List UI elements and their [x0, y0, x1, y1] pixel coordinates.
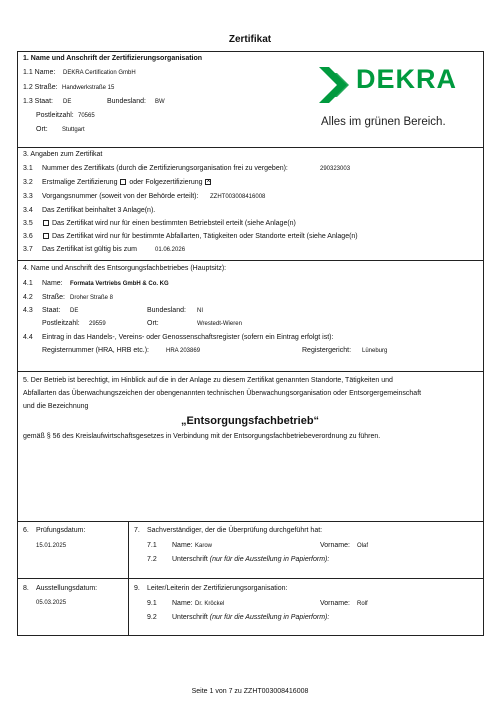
- follow-certification-label: oder Folgezertifizierung: [129, 179, 203, 186]
- org-land-value: BW: [155, 99, 165, 105]
- org-city-value: Stuttgart: [62, 127, 85, 133]
- cert-row-3-6-num: 3.6: [23, 233, 33, 240]
- director-signature-label: Unterschrift: [172, 614, 208, 621]
- section5-line4: gemäß § 56 des Kreislaufwirtschaftsgesetzes in Verbindung mit der Entsorgungsfachbetriebeverordnung zu führen.: [23, 433, 381, 440]
- page-footer: Seite 1 von 7 zu ZZHT003008416008: [191, 688, 309, 695]
- exam-date-label: Prüfungsdatum:: [36, 527, 86, 534]
- company-zip-value: 29559: [89, 321, 106, 327]
- cert-number-label: Nummer des Zertifikats (durch die Zertifizierungsorganisation frei zu vergeben):: [42, 165, 288, 172]
- follow-certification-checkbox: [205, 179, 211, 185]
- expert-row-7-2-num: 7.2: [147, 556, 157, 563]
- section8-label: 8.: [23, 585, 29, 592]
- expert-heading: Sachverständiger, der die Überprüfung durchgeführt hat:: [147, 527, 323, 534]
- divider-sec5: [17, 371, 484, 372]
- company-row-4-3-num: 4.3: [23, 307, 33, 314]
- section5-line2: Abfallarten das Überwachungszeichen der obengenannten technischen Überwachungsorganisation oder Entsorgergemeinschaft: [23, 390, 422, 397]
- director-name-label: Name:: [172, 600, 193, 607]
- partial-operation-text: Das Zertifikat wird nur für einen bestimmten Betriebsteil erteilt (siehe Anlage(n): [51, 220, 296, 227]
- divider-sec8: [17, 578, 484, 579]
- expert-name-label: Name:: [172, 542, 193, 549]
- company-row-4-2-num: 4.2: [23, 294, 33, 301]
- section4-heading: 4. Name und Anschrift des Entsorgungsfachbetriebes (Hauptsitz):: [23, 265, 227, 272]
- divider-sec3: [17, 147, 484, 148]
- expert-name-value: Karow: [195, 543, 213, 549]
- attachments-text: Das Zertifikat beinhaltet 3 Anlage(n).: [42, 207, 156, 214]
- director-firstname-label: Vorname:: [320, 600, 350, 607]
- company-street-value: Droher Straße 8: [70, 295, 114, 301]
- first-certification-label: Erstmalige Zertifizierung: [42, 179, 118, 186]
- issue-date-label: Ausstellungsdatum:: [36, 585, 98, 592]
- dekra-slogan: Alles im grünen Bereich.: [321, 116, 446, 128]
- dekra-emblem-icon: [317, 65, 353, 105]
- org-zip-value: 70565: [78, 113, 95, 119]
- document-title: Zertifikat: [228, 34, 272, 45]
- exam-date-value: 15.01.2025: [36, 543, 67, 549]
- org-land-label: Bundesland:: [107, 98, 146, 105]
- section1-heading: 1. Name und Anschrift der Zertifizierungsorganisation: [23, 55, 203, 62]
- dekra-logo: [315, 59, 483, 137]
- company-street-label: Straße:: [42, 294, 65, 301]
- section3-heading: 3. Angaben zum Zertifikat: [23, 151, 103, 158]
- company-name-label: Name:: [42, 280, 63, 287]
- section5-line3: und die Bezeichnung: [23, 403, 89, 410]
- org-name-value: DEKRA Certification GmbH: [63, 70, 136, 76]
- company-city-value: Wrestedt-Wieren: [197, 321, 242, 327]
- company-name-value: Formata Vertriebs GmbH & Co. KG: [70, 281, 169, 287]
- section9-label: 9.: [134, 585, 140, 592]
- divider-sec6: [17, 521, 484, 522]
- company-city-label: Ort:: [147, 320, 159, 327]
- director-heading: Leiter/Leiterin der Zertifizierungsorganisation:: [147, 585, 288, 592]
- section6-label: 6.: [23, 527, 29, 534]
- issue-date-value: 05.03.2025: [36, 600, 67, 606]
- register-court-label: Registergericht:: [302, 347, 352, 354]
- divider-sec4: [17, 260, 484, 261]
- org-state-value: DE: [63, 99, 72, 105]
- procedure-number-value: ZZHT003008416008: [210, 194, 266, 200]
- director-signature-note: (nur für die Ausstellung in Papierform):: [209, 614, 330, 621]
- register-number-label: Registernummer (HRA, HRB etc.):: [42, 347, 149, 354]
- specific-waste-checkbox: [43, 233, 49, 239]
- org-state-label: 1.3 Staat:: [23, 98, 53, 105]
- org-city-label: Ort:: [36, 126, 48, 133]
- cert-row-3-5-num: 3.5: [23, 220, 33, 227]
- section7-label: 7.: [134, 527, 140, 534]
- org-zip-label: Postleitzahl:: [36, 112, 74, 119]
- expert-signature-note: (nur für die Ausstellung in Papierform):: [209, 556, 330, 563]
- cert-row-3-6: [42, 233, 358, 240]
- director-row-9-1-num: 9.1: [147, 600, 157, 607]
- certificate-frame: [17, 51, 484, 636]
- org-street-value: Handwerkstraße 15: [62, 85, 115, 91]
- valid-until-label: Das Zertifikat ist gültig bis zum: [42, 246, 137, 253]
- specific-waste-text: Das Zertifikat wird nur für bestimmte Abfallarten, Tätigkeiten oder Standorte erteilt (siehe Anlage(n): [51, 233, 358, 240]
- cert-row-3-3-num: 3.3: [23, 193, 33, 200]
- cert-row-3-2-num: 3.2: [23, 179, 33, 186]
- entsorgungsfachbetrieb-title: „Entsorgungsfachbetrieb“: [180, 415, 320, 427]
- cert-row-3-7-num: 3.7: [23, 246, 33, 253]
- cert-row-3-5: [42, 220, 296, 227]
- expert-row-7-1-num: 7.1: [147, 542, 157, 549]
- company-land-label: Bundesland:: [147, 307, 186, 314]
- expert-firstname-label: Vorname:: [320, 542, 350, 549]
- procedure-number-label: Vorgangsnummer (soweit von der Behörde erteilt):: [42, 193, 199, 200]
- director-signature-row: [172, 614, 329, 621]
- company-row-4-4-num: 4.4: [23, 334, 33, 341]
- director-firstname-value: Rolf: [357, 601, 368, 607]
- cert-number-value: 290323003: [320, 166, 351, 172]
- director-row-9-2-num: 9.2: [147, 614, 157, 621]
- director-name-value: Dr. Kröckel: [195, 601, 225, 607]
- company-state-value: DE: [70, 308, 79, 314]
- cert-type-row: [42, 179, 212, 186]
- partial-operation-checkbox: [43, 220, 49, 226]
- org-name-label: 1.1 Name:: [23, 69, 56, 76]
- expert-firstname-value: Olaf: [357, 543, 369, 549]
- company-land-value: NI: [197, 308, 203, 314]
- expert-signature-label: Unterschrift: [172, 556, 208, 563]
- section5-line1: 5. Der Betrieb ist berechtigt, im Hinblick auf die in der Anlage zu diesem Zertifikat genannten Standorte, Tätigkeiten und: [23, 377, 393, 384]
- org-street-label: 1.2 Straße:: [23, 84, 58, 91]
- valid-until-value: 01.06.2026: [155, 247, 186, 253]
- company-state-label: Staat:: [42, 307, 61, 314]
- register-court-value: Lüneburg: [362, 348, 388, 354]
- divider-vertical-bottom: [128, 521, 129, 636]
- expert-signature-row: [172, 556, 329, 563]
- company-row-4-1-num: 4.1: [23, 280, 33, 287]
- cert-row-3-4-num: 3.4: [23, 207, 33, 214]
- company-zip-label: Postleitzahl:: [42, 320, 80, 327]
- first-certification-checkbox: [120, 179, 126, 185]
- cert-row-3-1-num: 3.1: [23, 165, 33, 172]
- dekra-wordmark: DEKRA: [356, 64, 458, 94]
- register-entry-text: Eintrag in das Handels-, Vereins- oder Genossenschaftsregister (sofern ein Eintrag erfolgt ist):: [42, 334, 334, 341]
- register-number-value: HRA 203869: [166, 348, 201, 354]
